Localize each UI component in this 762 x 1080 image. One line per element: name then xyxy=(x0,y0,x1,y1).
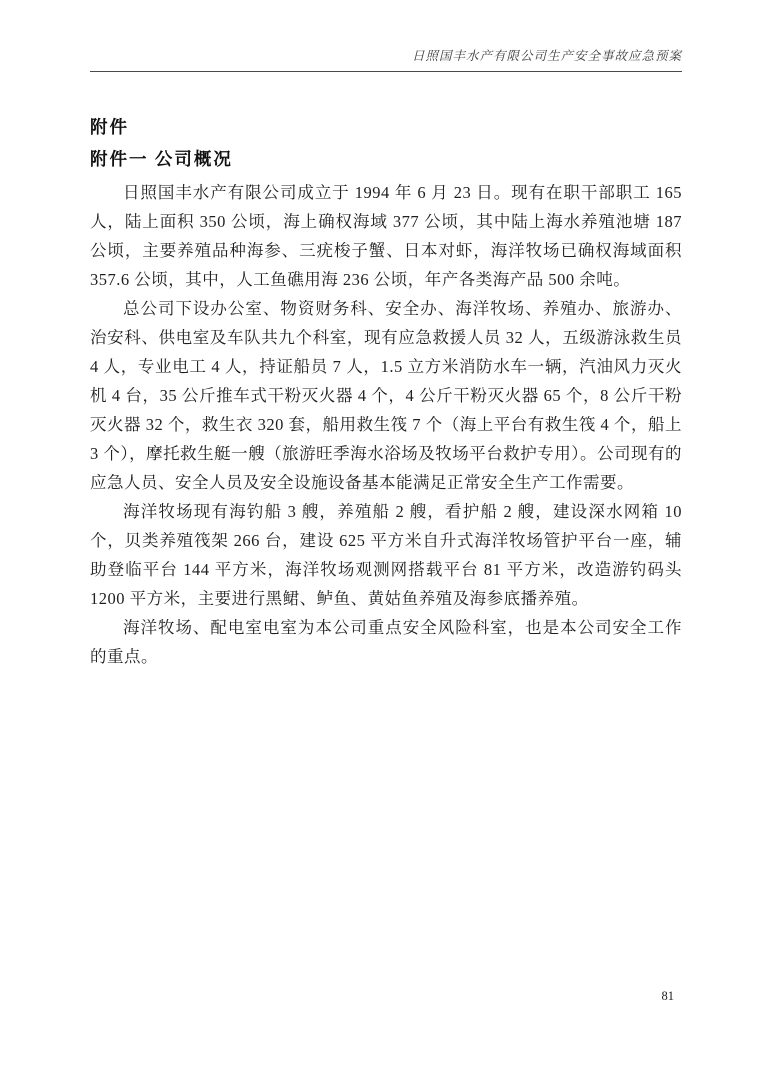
page-number: 81 xyxy=(661,989,674,1003)
subsection-title: 附件一 公司概况 xyxy=(90,149,233,169)
paragraph-company-intro: 日照国丰水产有限公司成立于 1994 年 6 月 23 日。现有在职干部职工 165 人，陆上面积 350 公顷，海上确权海域 377 公顷，其中陆上海水养殖池塘 187 公顷，主要养殖品种海参、三疣梭子蟹、日本对虾，海洋牧场已确权海域面积 357.6 公顷，其中，人工鱼礁用海 236 公顷，年产各类海产品 500 余吨。 xyxy=(90,183,682,289)
page-footer xyxy=(662,989,675,1004)
document-content xyxy=(90,112,682,671)
header-title: 日照国丰水产有限公司生产安全事故应急预案 xyxy=(411,49,682,63)
paragraph-marine-ranch: 海洋牧场现有海钓船 3 艘，养殖船 2 艘，看护船 2 艘，建设深水网箱 10 个，贝类养殖筏架 266 台，建设 625 平方米自升式海洋牧场管护平台一座，辅助登临平台 144 平方米，海洋牧场观测网搭载平台 81 平方米，改造游钓码头 1200 平方米，主要进行黑鲪、鲈鱼、黄姑鱼养殖及海参底播养殖。 xyxy=(90,502,682,608)
page-header xyxy=(90,46,682,72)
paragraph-key-risk: 海洋牧场、配电室电室为本公司重点安全风险科室，也是本公司安全工作的重点。 xyxy=(90,618,682,666)
section-title: 附件 xyxy=(90,117,129,137)
body-text xyxy=(90,178,682,671)
paragraph-departments-equipment: 总公司下设办公室、物资财务科、安全办、海洋牧场、养殖办、旅游办、治安科、供电室及车队共九个科室，现有应急救援人员 32 人，五级游泳救生员 4 人，专业电工 4 人，持证船员 7 人，1.5 立方米消防水车一辆，汽油风力灭火机 4 台，35 公斤推车式干粉灭火器 4 个，4 公斤干粉灭火器 65 个，8 公斤干粉灭火器 32 个，救生衣 320 套，船用救生筏 7 个（海上平台有救生筏 4 个，船上 3 个），摩托救生艇一艘（旅游旺季海水浴场及牧场平台救护专用）。公司现有的应急人员、安全人员及安全设施设备基本能满足正常安全生产工作需要。 xyxy=(90,299,683,492)
